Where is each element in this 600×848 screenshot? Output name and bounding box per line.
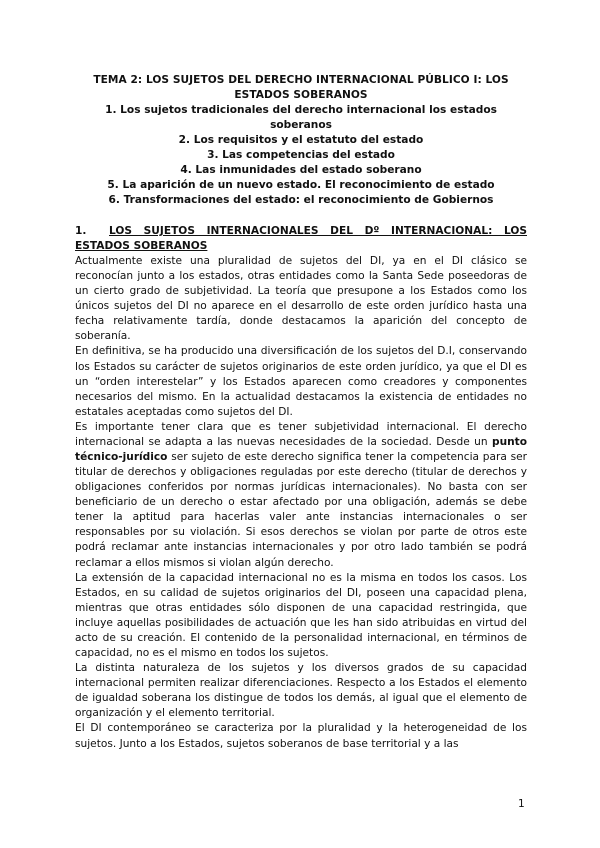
paragraph: En definitiva, se ha producido una diversificación de los sujetos del D.I, conservando los Estados su carácter de sujetos originarios de este orden jurídico, ya que el DI es un “orden interestelar” y los Estados aparecen como creadores y componentes necesarios del mismo. En la actualidad destacamos la existencia de entidades no estatales aceptadas como sujetos del DI.: [75, 345, 527, 418]
document-title: TEMA 2: LOS SUJETOS DEL DERECHO INTERNACIONAL PÚBLICO I: LOS ESTADOS SOBERANOS: [93, 74, 509, 101]
toc-item: 2. Los requisitos y el estatuto del estado: [178, 134, 424, 146]
bold-term: punto técnico-jurídico: [75, 435, 527, 464]
page-number: 1: [518, 798, 525, 810]
toc-item: 3. Las competencias del estado: [207, 149, 395, 161]
paragraph: [75, 420, 527, 571]
toc-item: 1. Los sujetos tradicionales del derecho internacional los estados soberanos: [105, 104, 497, 131]
toc-item: 5. La aparición de un nuevo estado. El reconocimiento de estado: [107, 179, 495, 191]
paragraph: La distinta naturaleza de los sujetos y los diversos grados de su capacidad internacional permiten realizar diferenciaciones. Respecto a los Estados el elemento de igualdad soberana los distingue de todos los demás, al igual que el elemento de organización y el elemento territorial.: [75, 662, 527, 720]
paragraph: La extensión de la capacidad internacional no es la misma en todos los casos. Los Estados, en su calidad de sujetos originarios del DI, poseen una capacidad plena, mientras que otras entidades sólo disponen de una capacidad restringida, que incluye aquellas posibilidades de actuación que les han sido atribuidas en virtud del acto de su creación. El contenido de la personalidad internacional, en términos de capacidad, no es el mismo en todos los sujetos.: [75, 571, 527, 660]
body-text: [75, 254, 527, 752]
toc-item: 6. Transformaciones del estado: el reconocimiento de Gobiernos: [108, 194, 494, 206]
paragraph-text: ser sujeto de este derecho significa tener la competencia para ser titular de derechos y obligaciones reguladas por este derecho (titular de derechos y obligaciones conferidos por normas jurídicas internacionales). No basta con ser beneficiario de un derecho o estar afectado por una obligación, además se debe tener la aptitud para hacerlas valer ante instancias internacionales o ser responsables por su violación. Si esos derechos se violan por parte de otros este podrá reclamar ante instancias internacionales y por otro lado también se podrá reclamar a ellos mismos si violan algún derecho.: [75, 451, 528, 569]
section-heading: [75, 224, 527, 254]
toc-item: 4. Las inmunidades del estado soberano: [180, 164, 422, 176]
paragraph: El DI contemporáneo se caracteriza por la pluralidad y la heterogeneidad de los sujetos. Junto a los Estados, sujetos soberanos de base territorial y a las: [75, 722, 527, 750]
paragraph: Actualmente existe una pluralidad de sujetos del DI, ya en el DI clásico se reconocían junto a los estados, otras entidades como la Santa Sede poseedoras de un cierto grado de subjetividad. La teoría que presupone a los Estados como los únicos sujetos del DI no aparece en el desarrollo de este orden jurídico hasta una fecha relativamente tardía, donde destacamos la aparición del concepto de soberanía.: [75, 255, 527, 343]
section-number: 1.: [75, 225, 87, 237]
section-title: LOS SUJETOS INTERNACIONALES DEL Dº INTERNACIONAL: LOS ESTADOS SOBERANOS: [75, 225, 527, 252]
table-of-contents: [75, 103, 527, 208]
paragraph-text: Es importante tener clara que es tener subjetividad internacional. El derecho internacional se adapta a las nuevas necesidades de la sociedad. Desde un: [75, 420, 527, 448]
